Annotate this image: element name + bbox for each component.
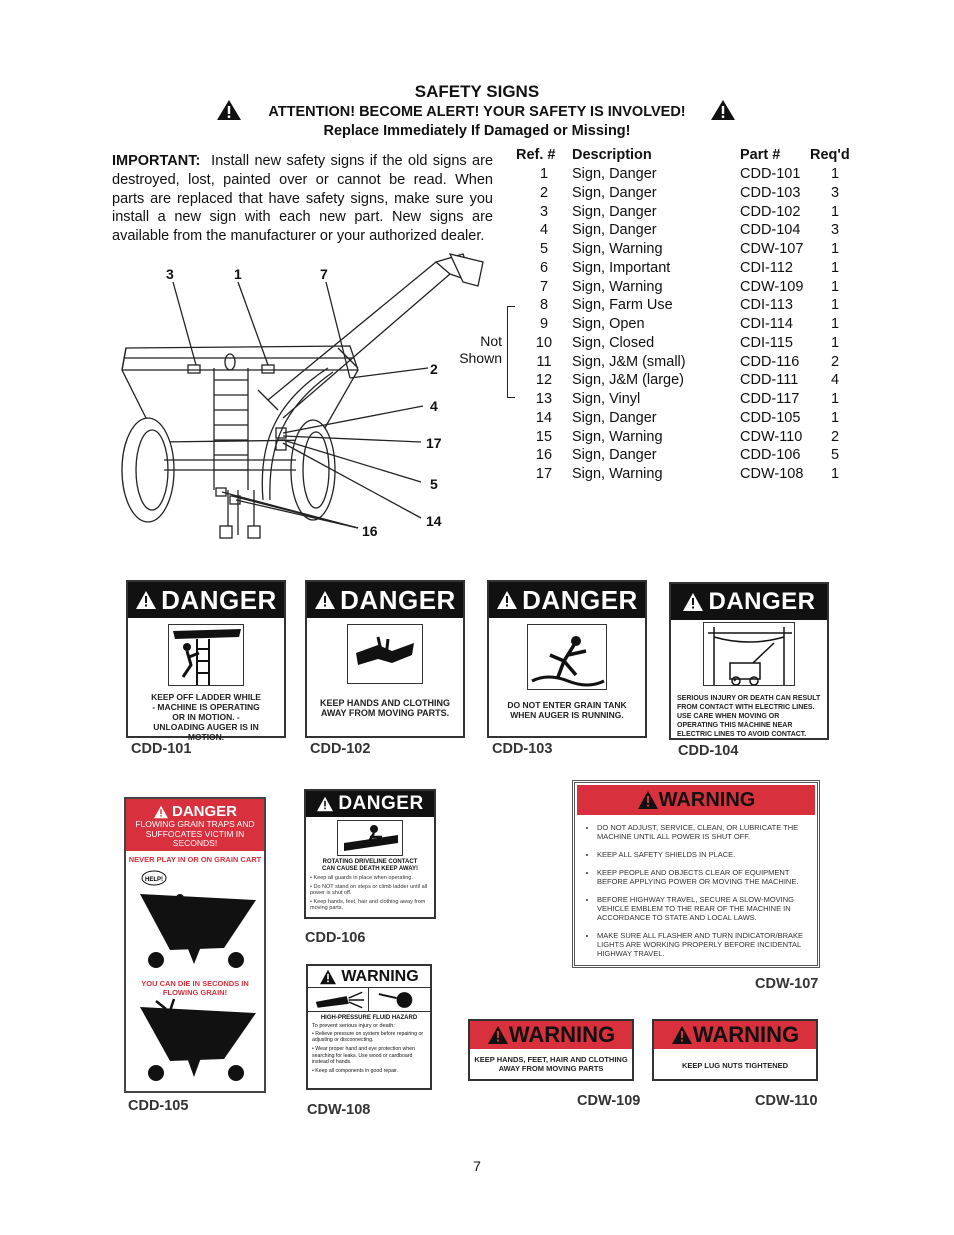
cell-description: Sign, Important <box>572 259 671 276</box>
callout-16: 16 <box>362 523 378 539</box>
important-label: IMPORTANT: <box>112 153 201 169</box>
cdd105-red-header <box>126 799 264 851</box>
cdw108-list <box>308 1029 430 1074</box>
decal-cdd-104 <box>669 582 829 740</box>
cdw108-pictograms <box>308 988 430 1012</box>
cell-ref: 12 <box>535 372 553 389</box>
decal-caption-cdw-109: CDW-109 <box>577 1093 641 1109</box>
alert-triangle-icon <box>153 805 169 819</box>
cell-part: CDI-114 <box>740 316 793 333</box>
table-row <box>516 352 860 371</box>
page-number: 7 <box>473 1158 481 1174</box>
cell-ref: 10 <box>535 334 553 351</box>
danger-header <box>307 582 463 618</box>
cell-reqd: 1 <box>830 166 840 183</box>
danger-header <box>671 584 827 620</box>
callout-4: 4 <box>430 398 438 414</box>
danger-header <box>128 582 284 618</box>
cell-reqd: 3 <box>830 222 840 239</box>
callout-5: 5 <box>430 476 438 492</box>
cell-part: CDW-107 <box>740 241 804 258</box>
cell-reqd: 1 <box>830 297 840 314</box>
cell-part: CDD-111 <box>740 372 799 389</box>
cell-ref: 5 <box>539 241 549 258</box>
cell-part: CDW-109 <box>740 278 804 295</box>
cell-part: CDD-104 <box>740 222 801 239</box>
decal-caption-cdd-103: CDD-103 <box>492 741 553 757</box>
cell-description: Sign, Warning <box>572 428 663 445</box>
warning-word: WARNING <box>692 1022 800 1047</box>
cell-ref: 2 <box>539 184 549 201</box>
cell-description: Sign, Warning <box>572 278 663 295</box>
list-item: • Do NOT stand on steps or climb ladder until all power is shut off. <box>310 883 428 896</box>
cell-part: CDD-117 <box>740 391 800 408</box>
decal-caption-cdd-102: CDD-102 <box>310 741 371 757</box>
cdd105-line2: YOU CAN DIE IN SECONDS IN FLOWING GRAIN! <box>141 979 249 997</box>
decal-text: KEEP HANDS AND CLOTHING AWAY FROM MOVING PARTS. <box>319 698 450 718</box>
table-header-row <box>516 146 860 165</box>
table-row <box>516 259 860 278</box>
cell-ref: 4 <box>539 222 549 239</box>
table-row <box>516 427 860 446</box>
decal-cdd-103 <box>487 580 647 738</box>
cell-reqd: 1 <box>830 334 840 351</box>
cell-reqd: 5 <box>830 447 840 464</box>
alert-triangle-icon <box>637 790 659 810</box>
decal-cdd-105 <box>124 797 266 1093</box>
danger-word: DANGER <box>340 584 456 615</box>
decal-text: KEEP OFF LADDER WHILE - MACHINE IS OPERATING OR IN MOTION. - UNLOADING AUGER IS IN MOTION. <box>151 692 261 742</box>
list-item: • KEEP PEOPLE AND OBJECTS CLEAR OF EQUIPMENT BEFORE APPLYING POWER OR MOVING THE MACHINE. <box>597 868 809 886</box>
cell-reqd: 1 <box>830 203 840 220</box>
table-row <box>516 334 860 353</box>
list-item: • Keep hands, feet, hair and clothing away from moving parts. <box>310 898 426 911</box>
cell-part: CDD-101 <box>740 166 801 183</box>
attention-line: ATTENTION! BECOME ALERT! YOUR SAFETY IS INVOLVED! <box>268 104 686 120</box>
cell-ref: 11 <box>536 353 552 370</box>
callout-3: 3 <box>166 266 174 282</box>
warning-word: WARNING <box>658 788 756 811</box>
ladder-pictogram <box>168 624 244 686</box>
cell-description: Sign, Warning <box>572 466 663 483</box>
table-row <box>516 165 860 184</box>
table-row <box>516 184 860 203</box>
warning-header <box>308 966 430 988</box>
warning-word: WARNING <box>508 1022 616 1047</box>
cell-description: Sign, Danger <box>572 409 657 426</box>
cell-description: Sign, Danger <box>572 184 657 201</box>
alert-triangle-icon <box>319 969 337 985</box>
table-row <box>516 296 860 315</box>
table-row <box>516 240 860 259</box>
list-item: • Keep all guards in place when operating. <box>310 875 413 881</box>
col-part: Part # <box>740 147 781 164</box>
list-item: • Wear proper hand and eye protection when searching for leaks. Use wood or cardboard instead of hands. <box>312 1046 415 1065</box>
cell-part: CDD-103 <box>740 184 801 201</box>
alert-triangle-icon <box>135 590 157 610</box>
callout-7: 7 <box>320 266 328 282</box>
cell-description: Sign, J&M (small) <box>572 353 686 370</box>
decal-text: SERIOUS INJURY OR DEATH CAN RESULT FROM CONTACT WITH ELECTRIC LINES. USE CARE WHEN MOVING OR OPERATING THIS MACHINE NEAR ELECTRIC LINES TO AVOID CONTACT. <box>677 695 821 738</box>
decal-cdw-107 <box>572 780 820 968</box>
hand-entanglement-pictogram <box>347 624 423 684</box>
cell-reqd: 1 <box>830 466 840 483</box>
cell-description: Sign, Danger <box>572 447 657 464</box>
grain-cart-child-pictogram <box>126 864 264 974</box>
cell-reqd: 1 <box>830 278 840 295</box>
fluid-spray-pictogram <box>308 988 369 1012</box>
cell-description: Sign, Danger <box>572 222 657 239</box>
decal-text: DO NOT ENTER GRAIN TANK WHEN AUGER IS RUNNING. <box>507 700 627 720</box>
electric-lines-pictogram <box>703 622 795 686</box>
driveline-pictogram <box>337 820 403 856</box>
grain-cart-diagram <box>118 250 498 545</box>
list-item: • KEEP ALL SAFETY SHIELDS IN PLACE. <box>597 850 809 859</box>
cdd105-head-text: FLOWING GRAIN TRAPS AND SUFFOCATES VICTIM IN SECONDS! <box>135 819 255 848</box>
decal-text: KEEP LUG NUTS TIGHTENED <box>681 1061 789 1070</box>
table-row <box>516 315 860 334</box>
cell-reqd: 2 <box>830 428 840 445</box>
decal-caption-cdd-106: CDD-106 <box>305 930 366 946</box>
cell-reqd: 3 <box>830 184 840 201</box>
cell-ref: 16 <box>535 447 553 464</box>
table-row <box>516 465 860 484</box>
cell-description: Sign, Danger <box>572 203 657 220</box>
cell-reqd: 2 <box>830 353 840 370</box>
injection-pictogram <box>369 988 430 1012</box>
cell-part: CDD-116 <box>740 353 800 370</box>
cell-ref: 3 <box>539 203 549 220</box>
cell-reqd: 4 <box>830 372 840 389</box>
not-shown-bracket <box>507 306 515 398</box>
important-text: Install new safety signs if the old signs are destroyed, lost, painted over or cannot be read. When parts are replaced that have safety signs, make sure you install a new sign with each new part. New signs are available from the manufacturer or your authorized dealer. <box>112 153 494 245</box>
list-item: • Keep all components in good repair. <box>312 1068 399 1075</box>
cell-reqd: 1 <box>830 259 840 276</box>
callout-2: 2 <box>430 361 438 377</box>
table-row <box>516 371 860 390</box>
col-description: Description <box>572 147 652 164</box>
cell-ref: 1 <box>539 166 549 183</box>
table-row <box>516 390 860 409</box>
warning-word: WARNING <box>341 967 419 985</box>
alert-triangle-icon <box>487 1025 509 1045</box>
cell-ref: 14 <box>535 409 553 426</box>
page-title: SAFETY SIGNS <box>414 82 540 101</box>
list-item: • BEFORE HIGHWAY TRAVEL, SECURE A SLOW-MOVING VEHICLE EMBLEM TO THE REAR OF THE MACHINE IN ACCORDANCE TO STATE AND LOCAL LAWS. <box>597 895 809 922</box>
table-row <box>516 277 860 296</box>
decal-caption-cdw-107: CDW-107 <box>755 976 819 992</box>
decal-cdw-108 <box>306 964 432 1090</box>
alert-triangle-icon <box>314 590 336 610</box>
cell-reqd: 1 <box>830 409 840 426</box>
decal-cdd-102 <box>305 580 465 738</box>
table-row <box>516 409 860 428</box>
cell-description: Sign, Closed <box>572 334 655 351</box>
replace-line: Replace Immediately If Damaged or Missing! <box>323 123 631 139</box>
cell-ref: 7 <box>539 278 549 295</box>
decal-caption-cdd-101: CDD-101 <box>131 741 192 757</box>
decal-caption-cdw-110: CDW-110 <box>755 1093 818 1109</box>
alert-triangle-icon <box>496 590 518 610</box>
parts-table <box>516 146 860 484</box>
danger-word: DANGER <box>338 793 424 814</box>
decal-caption-cdd-105: CDD-105 <box>128 1098 189 1114</box>
not-shown-line-2: Shown <box>459 350 502 366</box>
cell-description: Sign, Danger <box>572 166 657 183</box>
decal-cdw-109 <box>468 1019 634 1081</box>
table-row <box>516 446 860 465</box>
cell-ref: 17 <box>535 466 553 483</box>
warning-header <box>654 1021 816 1049</box>
decal-cdd-101 <box>126 580 286 742</box>
parts-table-body <box>516 165 860 484</box>
cell-description: Sign, Warning <box>572 241 663 258</box>
alert-triangle-icon <box>682 592 704 612</box>
cdd105-line1: NEVER PLAY IN OR ON GRAIN CART <box>128 855 262 864</box>
danger-word: DANGER <box>171 803 237 820</box>
help-bubble-text: HELP! <box>145 877 163 883</box>
col-ref: Ref. # <box>516 147 556 164</box>
danger-word: DANGER <box>161 584 277 615</box>
cell-part: CDD-105 <box>740 409 801 426</box>
cell-part: CDW-108 <box>740 466 804 483</box>
cell-part: CDD-102 <box>740 203 801 220</box>
cell-description: Sign, Farm Use <box>572 297 673 314</box>
list-item: • Relieve pressure on system before repairing or adjusting or disconnecting. <box>312 1031 424 1044</box>
col-reqd: Req'd <box>810 147 850 164</box>
decal-text: KEEP HANDS, FEET, HAIR AND CLOTHING AWAY FROM MOVING PARTS <box>474 1055 628 1073</box>
alert-triangle-icon <box>316 796 334 812</box>
cell-reqd: 1 <box>830 241 840 258</box>
cell-part: CDW-110 <box>740 428 803 445</box>
decal-cdd-106 <box>304 789 436 919</box>
danger-header <box>126 803 264 820</box>
cell-part: CDD-106 <box>740 447 801 464</box>
warning-header <box>577 785 815 815</box>
table-row <box>516 221 860 240</box>
callout-14: 14 <box>426 513 442 529</box>
decal-caption-cdd-104: CDD-104 <box>678 743 739 759</box>
cell-description: Sign, Vinyl <box>572 391 641 408</box>
cell-ref: 9 <box>539 316 549 333</box>
cdw108-title: HIGH-PRESSURE FLUID HAZARD <box>320 1015 418 1021</box>
cdd106-title: ROTATING DRIVELINE CONTACT CAN CAUSE DEATH KEEP AWAY! <box>321 859 418 872</box>
danger-word: DANGER <box>522 584 638 615</box>
grain-tank-pictogram <box>527 624 607 690</box>
alert-triangle-icon <box>671 1025 693 1045</box>
not-shown-line-1: Not <box>480 333 502 349</box>
cell-description: Sign, J&M (large) <box>572 372 685 389</box>
cell-reqd: 1 <box>830 391 840 408</box>
danger-header <box>306 791 434 817</box>
callout-17: 17 <box>426 435 442 451</box>
grain-cart-victim-pictogram <box>126 997 264 1089</box>
list-item: • MAKE SURE ALL FLASHER AND TURN INDICATOR/BRAKE LIGHTS ARE WORKING PROPERLY BEFORE INCIDENTAL HIGHWAY TRAVEL. <box>597 931 809 958</box>
cell-ref: 15 <box>535 428 553 445</box>
cdw108-intro: To prevent serious injury or death: <box>312 1023 395 1029</box>
important-paragraph <box>112 152 493 246</box>
callout-1: 1 <box>234 266 242 282</box>
cell-description: Sign, Open <box>572 316 645 333</box>
table-row <box>516 202 860 221</box>
cell-part: CDI-113 <box>740 297 793 314</box>
danger-header <box>489 582 645 618</box>
warning-header <box>470 1021 632 1049</box>
cell-ref: 6 <box>539 259 549 276</box>
decal-caption-cdw-108: CDW-108 <box>307 1102 371 1118</box>
cell-part: CDI-112 <box>740 259 793 276</box>
cell-ref: 8 <box>539 297 549 314</box>
cell-part: CDI-115 <box>740 334 793 351</box>
cell-ref: 13 <box>535 391 553 408</box>
cell-reqd: 1 <box>830 316 840 333</box>
cdw107-list <box>575 817 817 958</box>
danger-word: DANGER <box>708 588 816 615</box>
cdd106-list <box>306 873 434 912</box>
list-item: • DO NOT ADJUST, SERVICE, CLEAN, OR LUBRICATE THE MACHINE UNTIL ALL POWER IS SHUT OFF. <box>597 823 809 841</box>
decal-cdw-110 <box>652 1019 818 1081</box>
